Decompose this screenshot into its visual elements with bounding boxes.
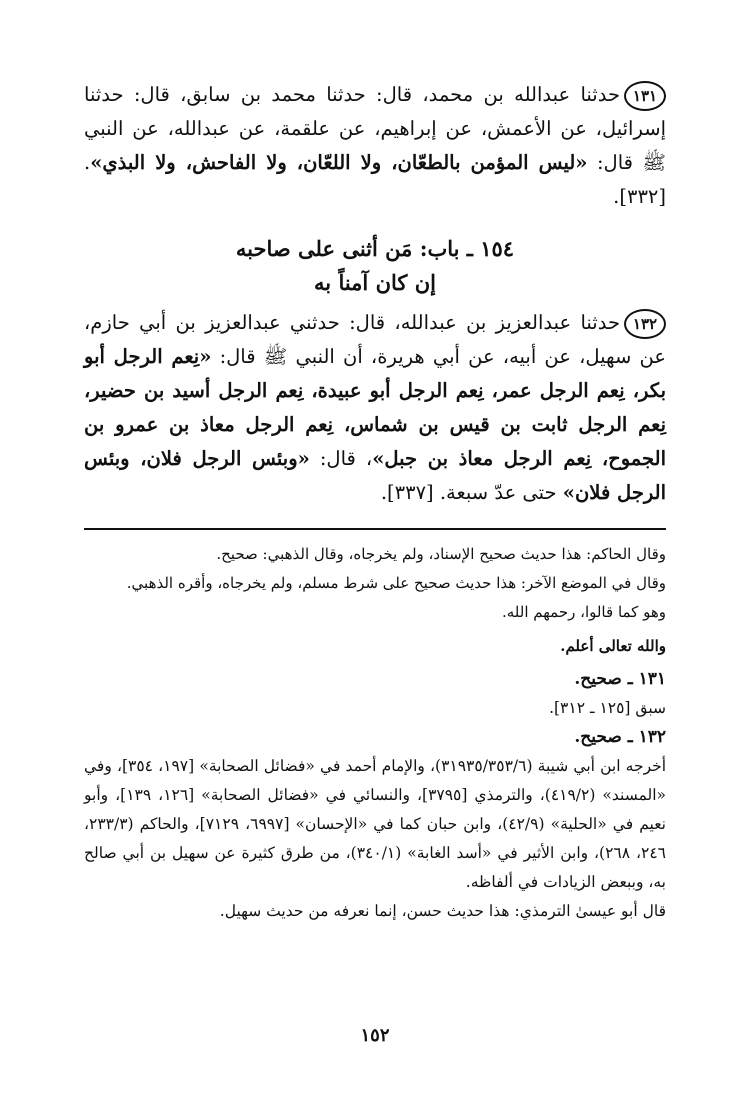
takhrij-132: [84, 723, 666, 926]
hadith-131-reference: . [٣٣٢].: [84, 151, 666, 208]
hadith-132-matn-blame: «وبئس الرجل فلان، وبئس الرجل فلان»: [84, 447, 666, 504]
hadith-132-connector: ، قال:: [309, 447, 373, 470]
hadith-132-ending: حتى عدّ سبعة. [٣٣٧].: [380, 481, 563, 504]
takhrij-text: سبق [١٢٥ ـ ٣١٢].: [549, 699, 666, 717]
footnote-notes: [84, 540, 666, 627]
takhrij-heading: ١٣٢ ـ صحيح.: [574, 727, 666, 747]
closing-phrase: والله تعالى أعلم.: [560, 637, 666, 655]
takhrij-text: أخرجه ابن أبي شيبة (٣١٩٣٥/٣٥٣/٦)، والإمام أحمد في «فضائل الصحابة» [١٩٧، ٣٥٤]، وفي «المسند» (٤١٩/٢)، والترمذي [٣٧٩٥]، والنسائي في «فضائل الصحابة» [١٢٦، ١٣٩]، وأبو نعيم في «الحلية» (٤٢/٩)، وابن حبان كما في «الإحسان» [٦٩٩٧، ٧١٢٩]، والحاكم (٢٣٣/٣، ٢٤٦، ٢٦٨)، وابن الأثير في «أسد الغابة» (٣٤٠/١)، من طرق كثيرة عن سهيل بن أبي صالح به، وببعض الزيادات في ألفاظه.: [84, 757, 667, 891]
chapter-heading: [84, 232, 666, 300]
hadith-number-badge: ١٣٢: [624, 309, 666, 339]
note-paragraph: وهو كما قالوا، رحمهم الله.: [501, 603, 666, 621]
hadith-132: [84, 306, 666, 510]
takhrij-131: [84, 665, 666, 723]
hadith-number-badge: ١٣١: [624, 81, 666, 111]
takhrij-heading: ١٣١ ـ صحيح.: [574, 669, 666, 689]
hadith-131-isnad: حدثنا عبدالله بن محمد، قال: حدثنا محمد بن سابق، قال: حدثنا إسرائيل، عن الأعمش، عن إبراهيم، عن علقمة، عن عبدالله، عن النبي ﷺ قال:: [84, 83, 666, 174]
page-body: [84, 78, 666, 926]
hadith-132-matn-praise: «نِعم الرجل أبو بكر، نِعم الرجل عمر، نِعم الرجل أبو عبيدة، نِعم الرجل أسيد بن حضير، نِعم الرجل ثابت بن قيس بن شماس، نِعم الرجل معاذ بن عمرو بن الجموح، نِعم الرجل معاذ بن جبل»: [84, 345, 666, 470]
note-paragraph: وقال في الموضع الآخر: هذا حديث صحيح على شرط مسلم، ولم يخرجاه، وأقره الذهبي.: [126, 574, 666, 592]
chapter-title-line-2: إن كان آمناً به: [314, 270, 436, 295]
hadith-132-isnad: حدثنا عبدالعزيز بن عبدالله، قال: حدثني عبدالعزيز بن أبي حازم، عن سهيل، عن أبيه، عن أبي هريرة، أن النبي ﷺ قال:: [84, 311, 666, 368]
footnote-divider: [84, 528, 666, 530]
takhrij-text: قال أبو عيسىٰ الترمذي: هذا حديث حسن، إنما نعرفه من حديث سهيل.: [219, 902, 666, 920]
hadith-131: [84, 78, 666, 214]
chapter-title-line-1: ١٥٤ ـ باب: مَن أثنى على صاحبه: [235, 236, 515, 261]
note-paragraph: وقال الحاكم: هذا حديث صحيح الإسناد، ولم يخرجاه، وقال الذهبي: صحيح.: [216, 545, 666, 563]
hadith-131-matn: «ليس المؤمن بالطعّان، ولا اللعّان، ولا الفاحش، ولا البذي»: [90, 151, 588, 174]
page-number: ١٥٢: [360, 1025, 390, 1046]
